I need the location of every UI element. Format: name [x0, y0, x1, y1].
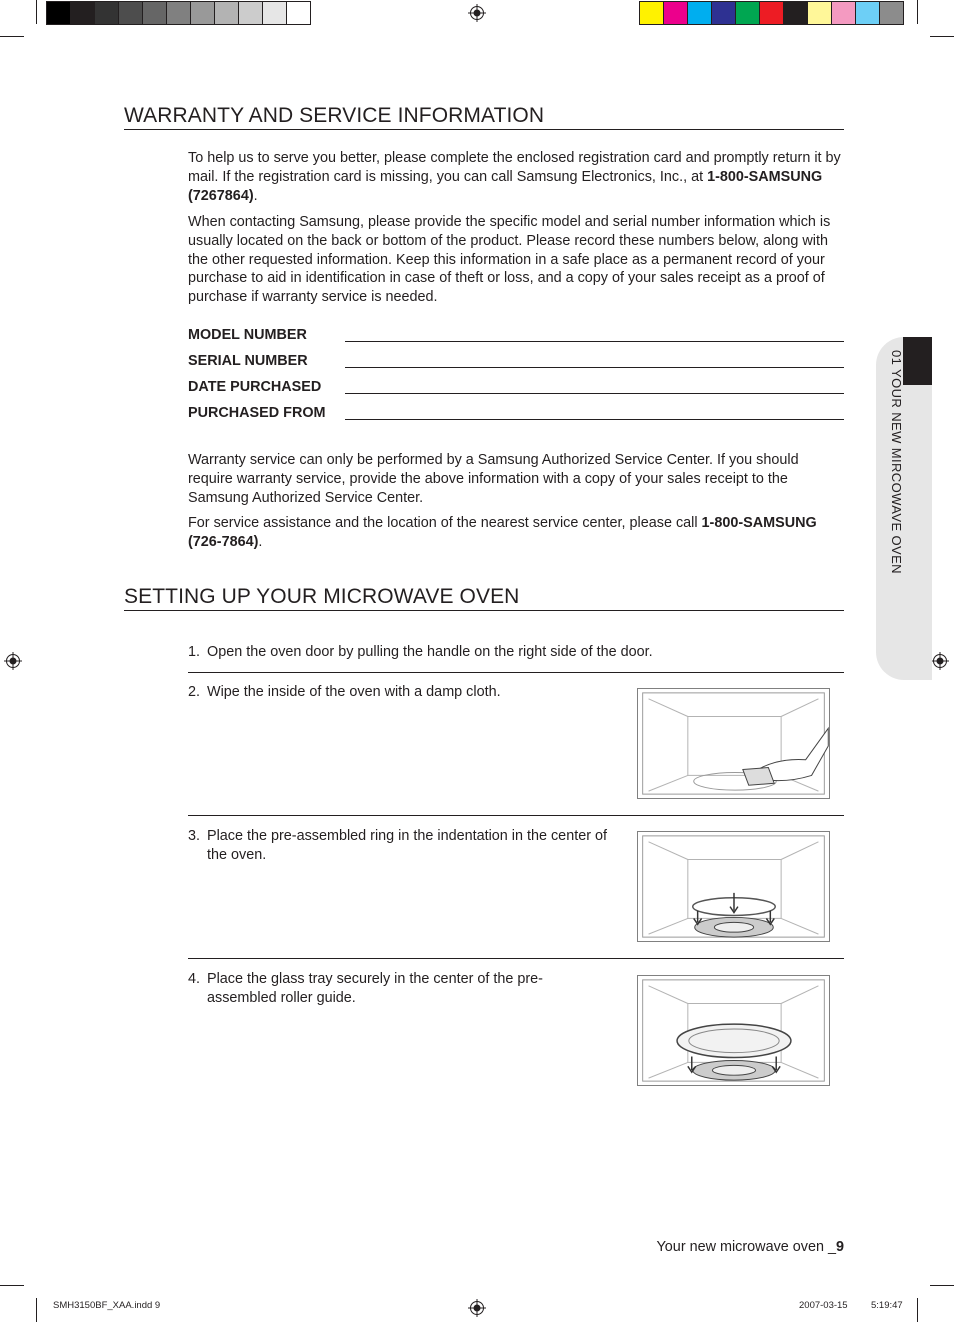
- step-text: Place the pre-assembled ring in the indentation in the center of the oven.: [207, 828, 607, 863]
- phone-number: 1-800-SAMSUNG (7267864): [188, 168, 823, 204]
- step-number: 1.: [188, 644, 201, 660]
- date-purchased-line: [345, 393, 844, 394]
- crop-mark: [930, 1285, 954, 1286]
- purchased-from-label: PURCHASED FROM: [188, 405, 326, 421]
- color-swatch: [239, 2, 262, 24]
- color-swatch: [808, 2, 831, 24]
- crop-mark: [917, 1298, 918, 1322]
- color-swatch: [167, 2, 190, 24]
- step-divider: [188, 672, 844, 673]
- setup-heading: SETTING UP YOUR MICROWAVE OVEN: [124, 585, 844, 611]
- warranty-paragraph-1: To help us to serve you better, please complete the enclosed registration card and promptly return it by mail. If the registration card is missing, you can call Samsung Electronics, Inc., at 1-800-SAMSUNG (7267864).: [188, 150, 841, 204]
- registration-mark-icon: [468, 1299, 486, 1317]
- registration-mark-icon: [4, 652, 22, 670]
- step-number: 2.: [188, 684, 201, 700]
- date-purchased-label: DATE PURCHASED: [188, 379, 322, 395]
- step-number: 3.: [188, 828, 201, 844]
- color-swatch: [191, 2, 214, 24]
- color-swatch: [712, 2, 735, 24]
- crop-mark: [0, 36, 24, 37]
- warranty-heading: WARRANTY AND SERVICE INFORMATION: [124, 104, 844, 130]
- color-swatch: [664, 2, 687, 24]
- step-text: Open the oven door by pulling the handle on the right side of the door.: [207, 644, 653, 660]
- roller-ring-illustration: [637, 831, 830, 942]
- crop-mark: [917, 0, 918, 24]
- color-swatch: [143, 2, 166, 24]
- model-number-label: MODEL NUMBER: [188, 327, 307, 343]
- glass-tray-illustration: [637, 975, 830, 1086]
- crop-mark: [36, 0, 37, 24]
- color-swatch: [736, 2, 759, 24]
- page-number: 9: [835, 1239, 844, 1255]
- step-divider: [188, 958, 844, 959]
- step-text: Place the glass tray securely in the center of the pre-assembled roller guide.: [207, 971, 543, 1006]
- color-swatch: [832, 2, 855, 24]
- color-swatch: [263, 2, 286, 24]
- registration-mark-icon: [468, 4, 486, 22]
- serial-number-line: [345, 367, 844, 368]
- chapter-tab-marker: [903, 337, 932, 385]
- color-swatch: [640, 2, 663, 24]
- color-swatch: [71, 2, 94, 24]
- warranty-paragraph-4: For service assistance and the location of the nearest service center, please call 1-800-SAMSUNG (726-7864).: [188, 515, 817, 550]
- purchased-from-line: [345, 419, 844, 420]
- color-swatch: [760, 2, 783, 24]
- registration-mark-icon: [931, 652, 949, 670]
- model-number-line: [345, 341, 844, 342]
- crop-mark: [0, 1285, 24, 1286]
- slug-date: 2007-03-15: [799, 1300, 848, 1311]
- color-swatch: [47, 2, 70, 24]
- chapter-tab: [876, 337, 932, 680]
- step-text: Wipe the inside of the oven with a damp cloth.: [207, 684, 501, 700]
- color-swatch: [856, 2, 879, 24]
- step-number: 4.: [188, 971, 201, 987]
- warranty-paragraph-3: Warranty service can only be performed by a Samsung Authorized Service Center. If you should require warranty service, provide the above information with a copy of your sales receipt to the Samsung Authorized Service Center.: [188, 452, 799, 506]
- chapter-tab-label: 01 YOUR NEW MIRCOWAVE OVEN: [889, 350, 904, 574]
- page-footer: [657, 1239, 844, 1255]
- step-divider: [188, 815, 844, 816]
- color-swatch: [287, 2, 310, 24]
- color-swatch: [784, 2, 807, 24]
- serial-number-label: SERIAL NUMBER: [188, 353, 308, 369]
- crop-mark: [36, 1298, 37, 1322]
- warranty-paragraph-2: When contacting Samsung, please provide the specific model and serial number information which is usually located on the back or bottom of the product. Please record these numbers below, along with the other requested information. Keep this information in a safe place as a permanent record of your purchase to aid in identification in case of theft or loss, and a copy of your sales receipt as a proof of purchase if warranty service is needed.: [188, 214, 831, 306]
- footer-label: Your new microwave oven _: [656, 1239, 836, 1255]
- color-swatch: [95, 2, 118, 24]
- slug-file: SMH3150BF_XAA.indd 9: [53, 1300, 161, 1311]
- color-swatch: [119, 2, 142, 24]
- phone-number: 1-800-SAMSUNG (726-7864): [188, 515, 817, 550]
- color-swatch: [215, 2, 238, 24]
- crop-mark: [930, 36, 954, 37]
- wipe-oven-illustration: [637, 688, 830, 799]
- color-swatch: [880, 2, 903, 24]
- color-swatch: [688, 2, 711, 24]
- slug-time: 5:19:47: [871, 1300, 903, 1311]
